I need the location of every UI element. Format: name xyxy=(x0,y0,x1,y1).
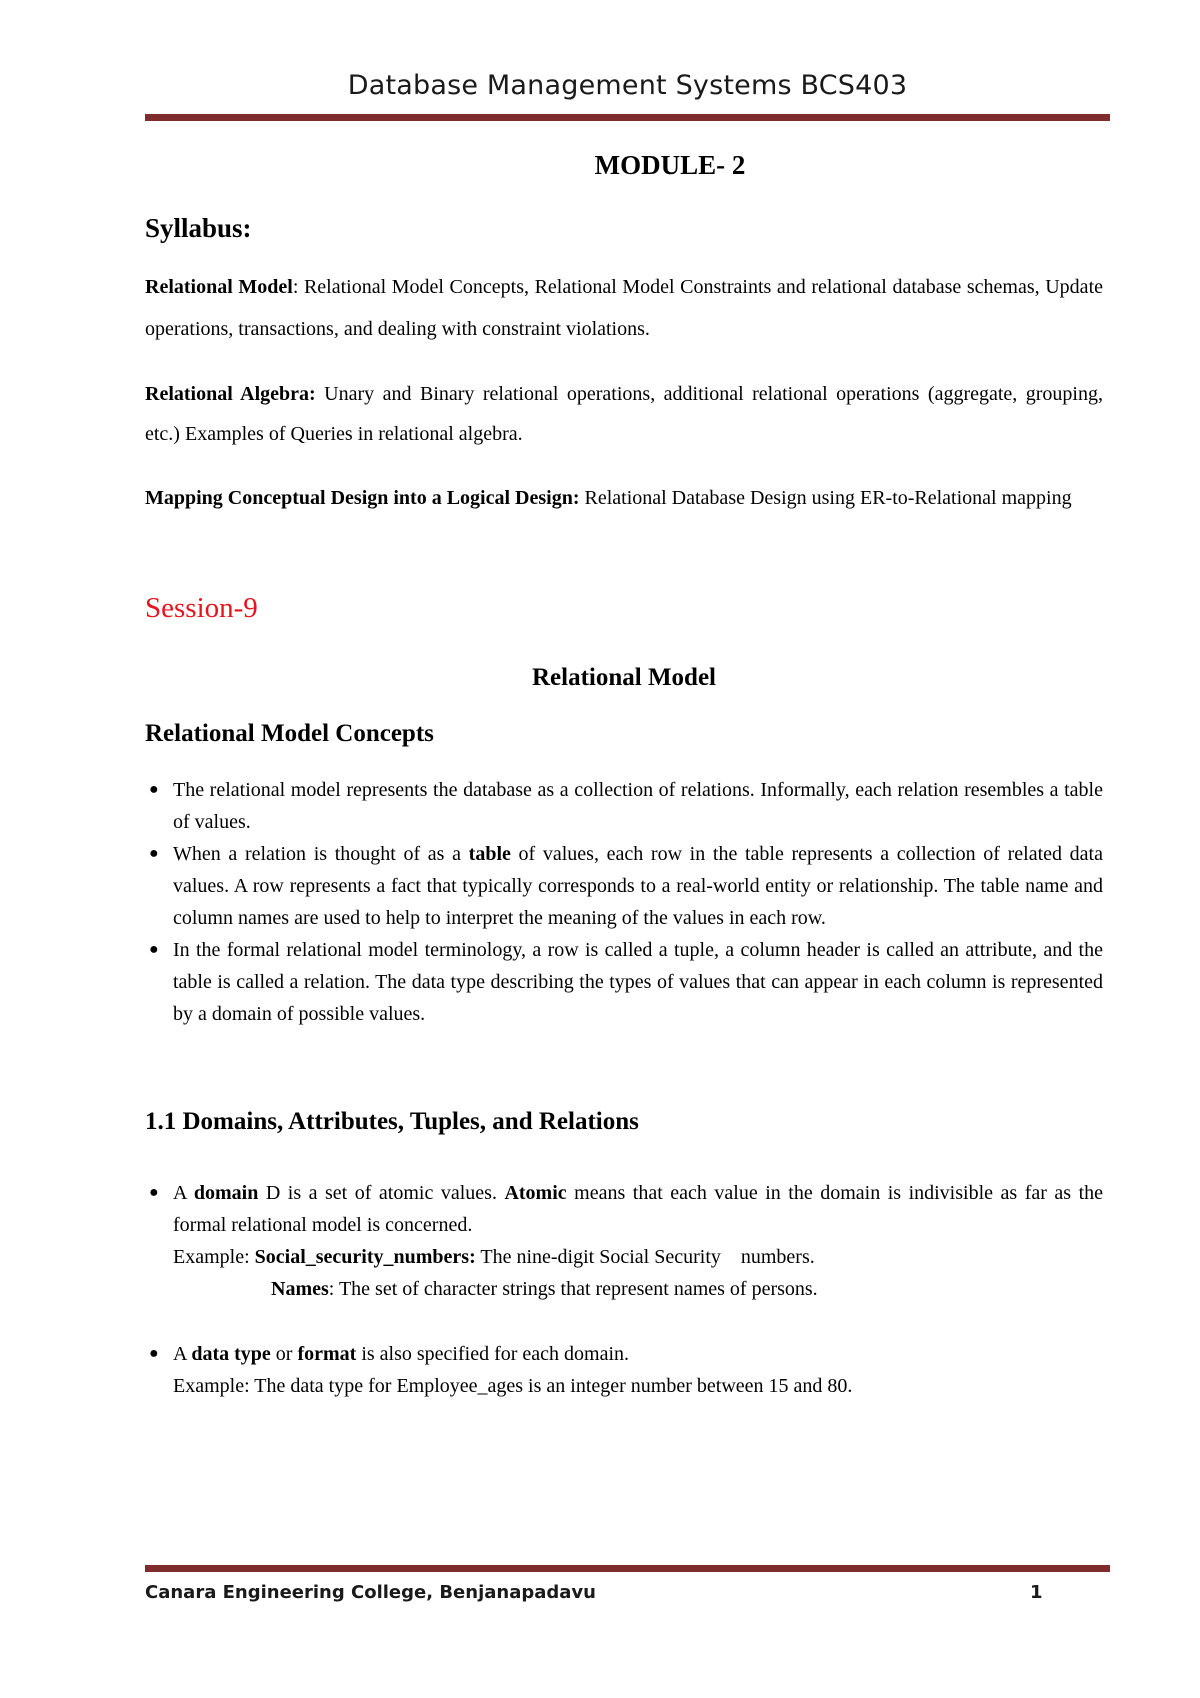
syllabus-label: Mapping Conceptual Design into a Logical Design: xyxy=(145,487,580,509)
footer-institution: Canara Engineering College, Benjanapadavu xyxy=(145,1582,596,1603)
header-rule xyxy=(145,114,1110,121)
bullet-icon: ● xyxy=(149,845,159,862)
list-item xyxy=(145,774,1103,838)
list-item xyxy=(145,1177,1103,1305)
example-bold: Names xyxy=(271,1278,329,1300)
list-item-text: In the formal relational model terminology, a row is called a tuple, a column header is called an attribute, and the table is called a relation. The data type describing the types of values that can appear in each column is represented by a domain of possible values. xyxy=(173,939,1103,1025)
syllabus-relational-model xyxy=(145,266,1103,350)
list-item-bold: format xyxy=(297,1343,357,1365)
list-item-text: or xyxy=(270,1343,298,1365)
list-item-text: is also specified for each domain. xyxy=(356,1343,630,1365)
list-item-bold: Atomic xyxy=(504,1182,567,1204)
syllabus-text: Relational Database Design using ER-to-Relational mapping xyxy=(579,487,1072,509)
bullet-icon: ● xyxy=(149,1345,159,1362)
list-item-text: D is a set of atomic values. xyxy=(258,1182,505,1204)
list-item-bold: domain xyxy=(193,1182,259,1204)
list-item-bold: data type xyxy=(191,1343,271,1365)
example-text: The nine-digit Social Security numbers. xyxy=(475,1246,815,1268)
syllabus-relational-algebra xyxy=(145,374,1103,454)
footer-rule xyxy=(145,1565,1110,1572)
list-item-text: A xyxy=(173,1343,192,1365)
example-prefix: Example: xyxy=(173,1246,255,1268)
page-number: 1 xyxy=(1030,1582,1043,1603)
domains-heading: 1.1 Domains, Attributes, Tuples, and Relations xyxy=(145,1108,639,1135)
list-item xyxy=(145,934,1103,1030)
example-bold: Social_security_numbers: xyxy=(254,1246,476,1268)
concepts-list xyxy=(145,774,1103,1030)
syllabus-label: Relational Model xyxy=(145,276,293,298)
example-line: Example: The data type for Employee_ages is an integer number between 15 and 80. xyxy=(173,1375,853,1397)
list-item-text: means that each value in the domain is indivisible as far as the formal relational model is concerned. xyxy=(173,1182,1103,1236)
example-text: : The set of character strings that represent names of persons. xyxy=(328,1278,818,1300)
list-item xyxy=(145,1338,1103,1402)
concepts-heading: Relational Model Concepts xyxy=(145,720,434,747)
syllabus-mapping xyxy=(145,477,1103,519)
section-title: Relational Model xyxy=(531,664,716,691)
domains-list xyxy=(145,1177,1103,1305)
module-title: MODULE- 2 xyxy=(594,150,746,180)
list-item-bold: table xyxy=(468,843,511,865)
syllabus-text: : Relational Model Concepts, Relational Model Constraints and relational database schemas, Update operations, transactions, and dealing with constraint violations. xyxy=(145,276,1103,340)
list-item-text: A xyxy=(173,1182,194,1204)
syllabus-label: Relational Algebra: xyxy=(145,383,316,405)
syllabus-text: Unary and Binary relational operations, additional relational operations (aggregate, grouping, etc.) Examples of Queries in relational algebra. xyxy=(145,383,1103,445)
session-label: Session-9 xyxy=(145,592,258,624)
bullet-icon: ● xyxy=(149,941,159,958)
bullet-icon: ● xyxy=(149,781,159,798)
domains-list-2 xyxy=(145,1338,1103,1402)
list-item-text: of values, each row in the table represents a collection of related data values. A row represents a fact that typically corresponds to a real-world entity or relationship. The table name and column names are used to help to interpret the meaning of the values in each row. xyxy=(173,843,1103,929)
list-item-text: The relational model represents the database as a collection of relations. Informally, each relation resembles a table of values. xyxy=(173,779,1103,833)
example-line xyxy=(173,1241,1103,1273)
header-title: Database Management Systems BCS403 xyxy=(347,70,908,101)
list-item xyxy=(145,838,1103,934)
bullet-icon: ● xyxy=(149,1184,159,1201)
example-line xyxy=(173,1273,1103,1305)
syllabus-heading: Syllabus: xyxy=(145,213,252,243)
list-item-text: When a relation is thought of as a xyxy=(173,843,469,865)
